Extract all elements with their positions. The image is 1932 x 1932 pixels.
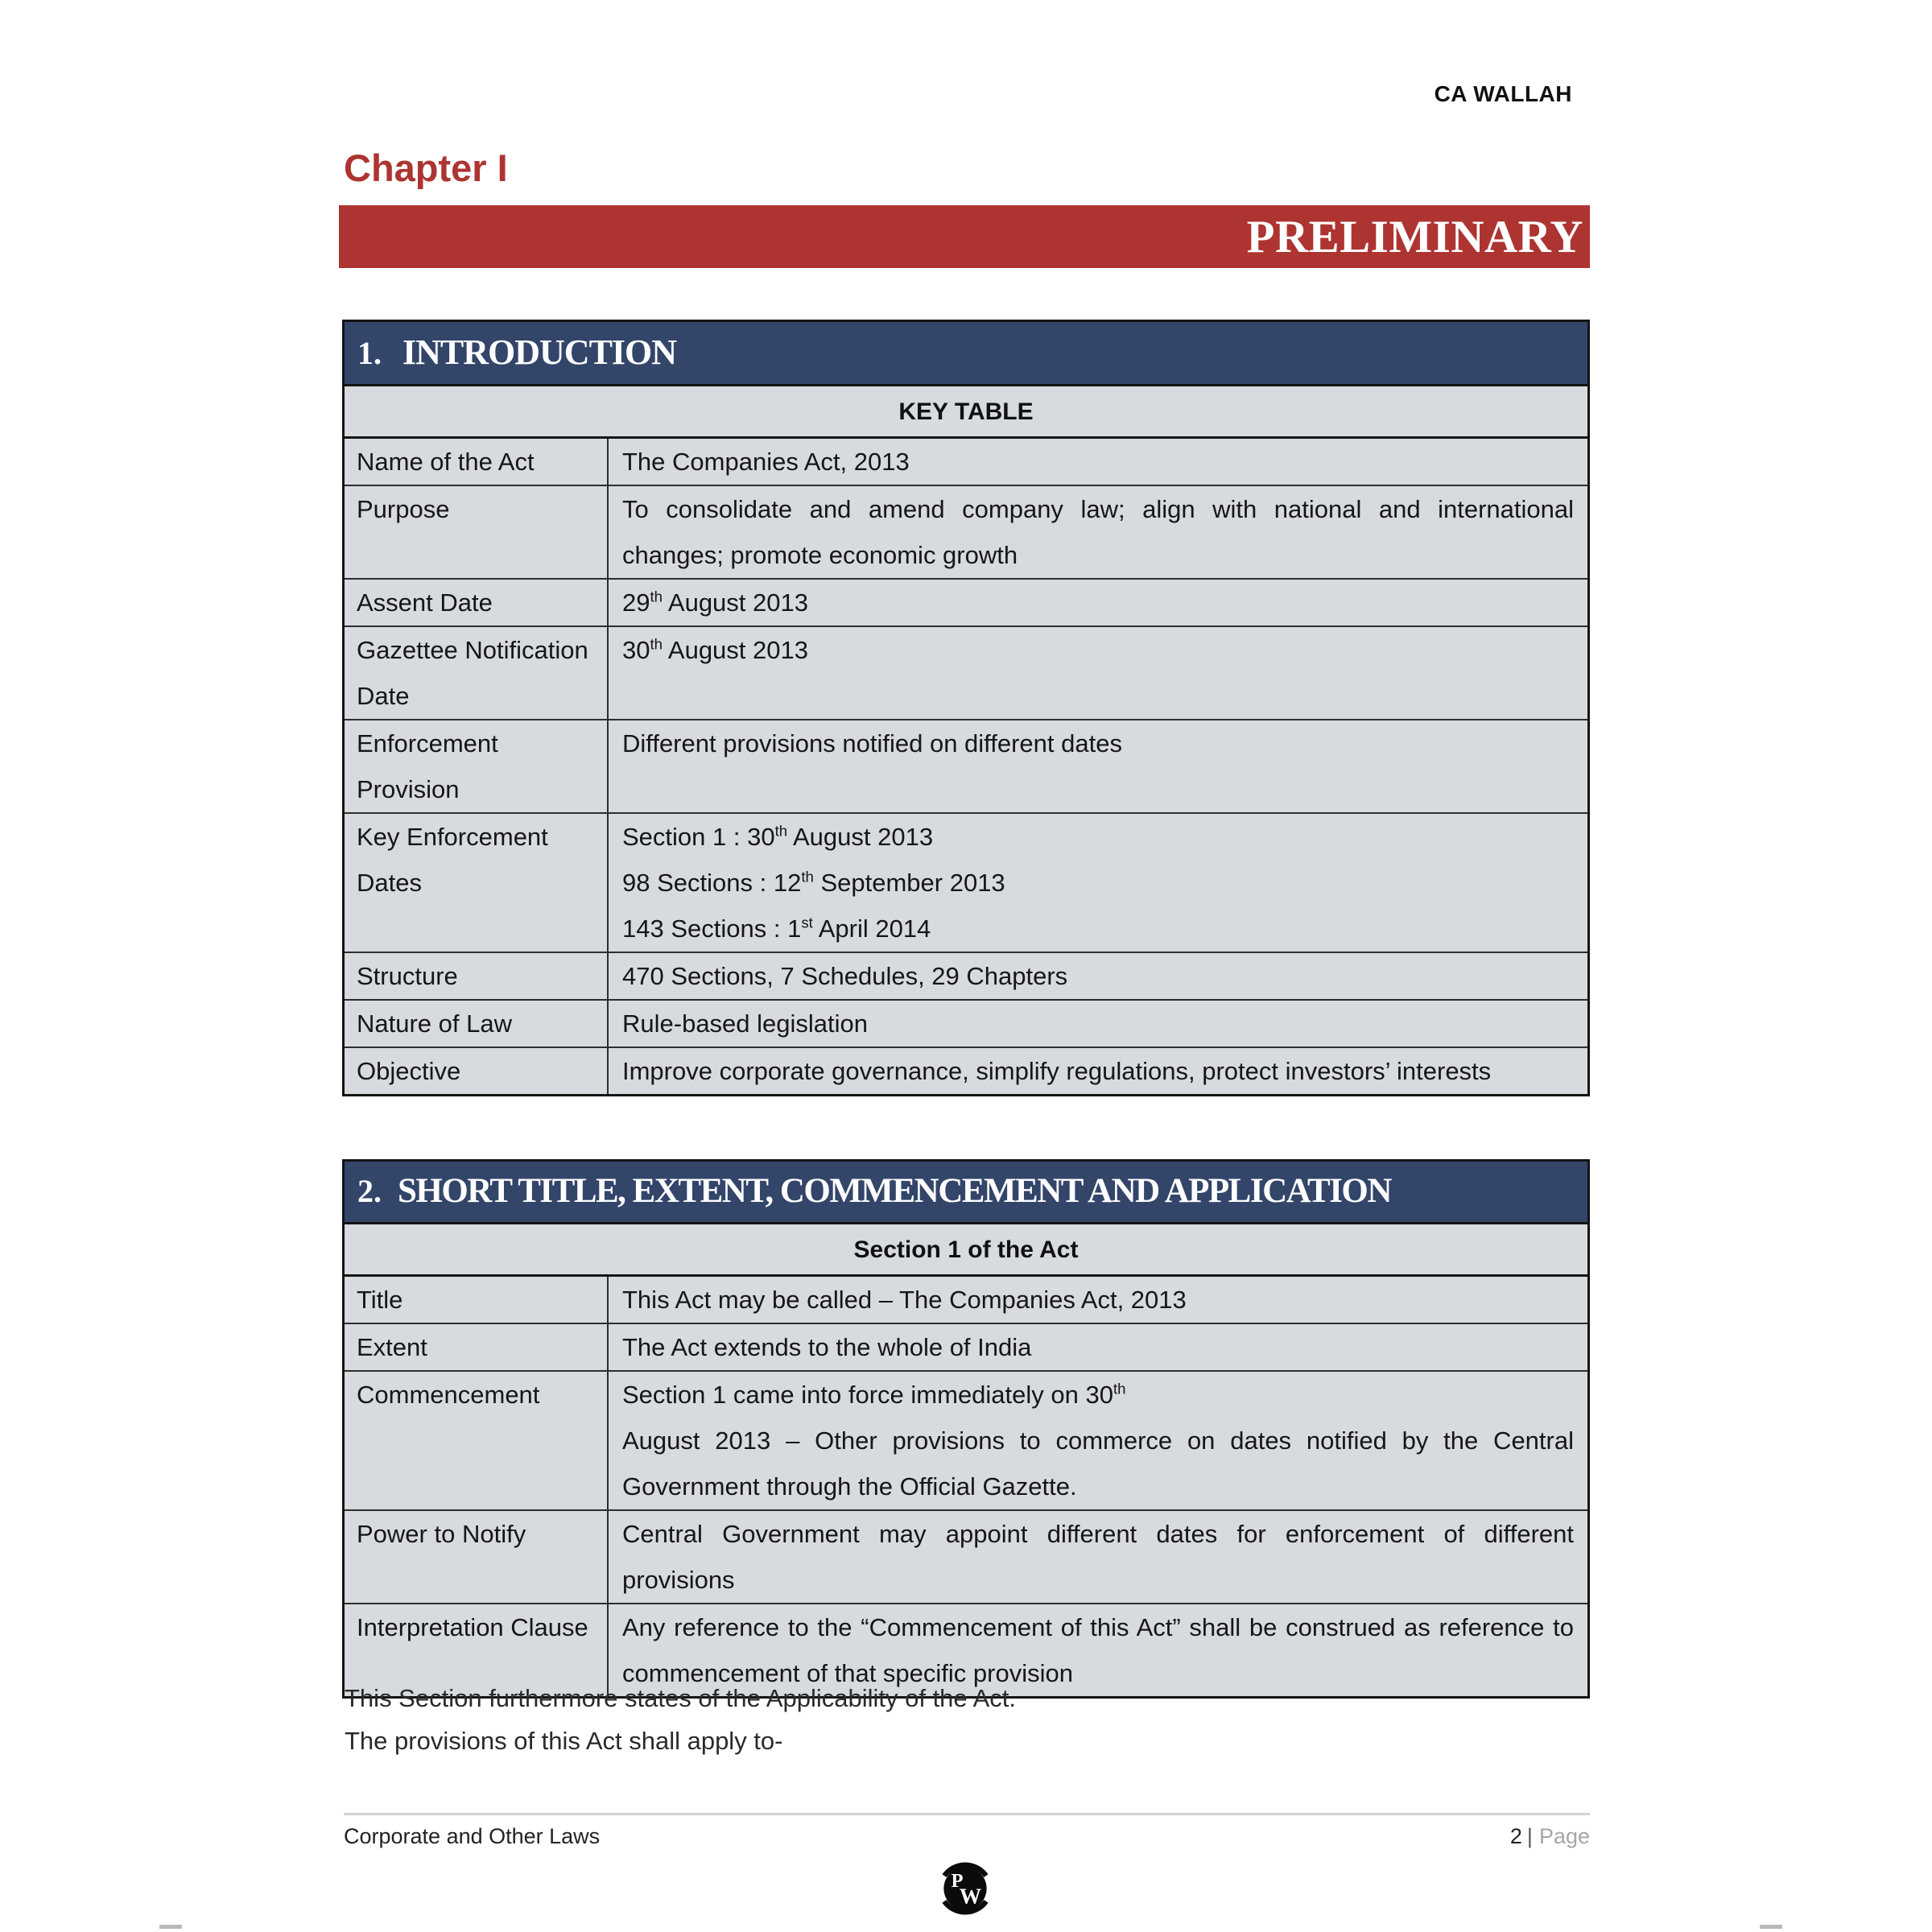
row-value-cell [609,814,1587,952]
row-value-line: Central Government may appoint different dates for enforcement of different provisions [622,1520,1574,1594]
row-value-line: The Companies Act, 2013 [622,448,910,476]
row-label-cell: Purpose [345,486,609,578]
section-number: 1. [357,335,382,371]
row-value-cell [609,1001,1587,1046]
row-value-cell [609,627,1587,719]
chapter-banner [339,205,1590,268]
introduction-table [342,320,1590,1096]
row-value-line: 470 Sections, 7 Schedules, 29 Chapters [622,962,1068,990]
row-value-line: 98 Sections : 12th September 2013 [622,868,1005,897]
chapter-title: Chapter I [344,147,508,189]
footer-divider [344,1813,1590,1815]
paragraph: This Section furthermore states of the Applicability of the Act. [345,1684,1016,1712]
row-label-cell: Extent [345,1324,609,1370]
row-label-cell: Assent Date [345,580,609,625]
brand-header: CA WALLAH [1434,81,1572,106]
page-footer [344,1824,1590,1849]
table-row [345,952,1587,999]
row-value-cell [609,1372,1587,1509]
footer-subject: Corporate and Other Laws [344,1824,601,1848]
page-label: Page [1538,1824,1590,1848]
section-title: SHORT TITLE, EXTENT, COMMENCEMENT AND APPLICATION [398,1172,1391,1210]
row-value-cell [609,580,1587,625]
table-row [345,1046,1587,1094]
section-header [345,1162,1587,1222]
row-label-cell: Power to Notify [345,1511,609,1603]
table-row [345,719,1587,812]
pw-logo-icon [936,1860,994,1918]
row-label-cell: Commencement [345,1372,609,1509]
row-value-line: This Act may be called – The Companies Act, 2013 [622,1286,1187,1314]
row-value-cell [609,439,1587,485]
table-row [345,578,1587,625]
row-value-line: To consolidate and amend company law; align with national and international changes; promote economic growth [622,495,1574,569]
table-row [345,1509,1587,1603]
section-number: 2. [357,1173,382,1209]
row-value-cell [609,1511,1587,1603]
row-label-cell: Title [345,1277,609,1323]
row-value-cell [609,486,1587,578]
section-header [345,322,1587,384]
row-label-cell: Key Enforcement Dates [345,814,609,952]
page-separator: | [1526,1824,1533,1848]
row-label-cell: Gazettee Notification Date [345,627,609,719]
table-row [345,999,1587,1046]
row-value-line: 29th August 2013 [622,588,808,617]
row-value-line: The Act extends to the whole of India [622,1333,1032,1361]
table-row [345,1323,1587,1370]
row-value-line: Improve corporate governance, simplify regulations, protect investors’ interests [622,1057,1492,1085]
row-label-cell: Interpretation Clause [345,1604,609,1696]
banner-title: PRELIMINARY [1246,211,1583,262]
short-title-table [342,1159,1590,1699]
page-number: 2 [1509,1824,1522,1848]
table-row [345,485,1587,578]
table-body [345,1277,1587,1696]
table-body [345,439,1587,1094]
svg-text:W: W [959,1884,982,1909]
section-title: INTRODUCTION [402,332,677,372]
row-value-line: 30th August 2013 [622,635,808,664]
row-value-cell [609,1277,1587,1323]
paragraph: The provisions of this Act shall apply to- [345,1727,783,1755]
table-row [345,439,1587,485]
row-label-cell: Name of the Act [345,439,609,485]
row-label-cell: Nature of Law [345,1001,609,1046]
row-value-cell [609,1048,1587,1094]
row-value-line: 143 Sections : 1st April 2014 [622,914,931,943]
row-value-cell [609,720,1587,812]
row-value-line: August 2013 – Other provisions to commerce on dates notified by the Central Government through the Official Gazette. [622,1426,1574,1501]
row-label-cell: Objective [345,1048,609,1094]
row-label-cell: Enforcement Provision [345,720,609,812]
row-value-line: Different provisions notified on different dates [622,729,1122,758]
svg-text:P: P [951,1869,964,1892]
row-value-line: Any reference to the “Commencement of this Act” shall be construed as reference to commencement of that specific provision [622,1613,1574,1687]
table-subheader: KEY TABLE [345,384,1587,439]
table-row [345,1277,1587,1323]
row-value-cell [609,1324,1587,1370]
next-page-corner-mark [159,1925,182,1929]
table-row [345,812,1587,952]
row-value-line: Rule-based legislation [622,1009,869,1038]
after-table-text [345,1677,1591,1762]
next-page-corner-mark [1760,1925,1782,1929]
table-subheader: Section 1 of the Act [345,1222,1587,1277]
footer-page-indicator [1510,1824,1590,1849]
row-value-line: Section 1 came into force immediately on 30th [622,1380,1126,1409]
row-value-cell [609,953,1587,999]
row-label-cell: Structure [345,953,609,999]
table-row [345,1370,1587,1509]
table-row [345,625,1587,719]
row-value-line: Section 1 : 30th August 2013 [622,822,934,851]
